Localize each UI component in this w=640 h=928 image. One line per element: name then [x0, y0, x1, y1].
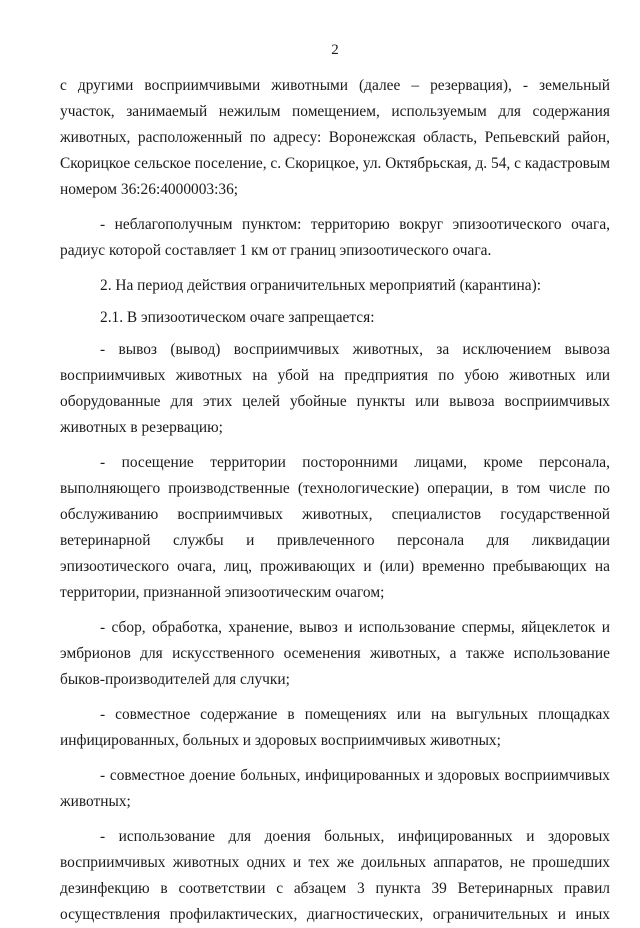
paragraph-ban-sperm: - сбор, обработка, хранение, вывоз и использование спермы, яйцеклеток и эмбрионов для искусственного осеменения животных, а также использование быков-производителей для случки;: [60, 619, 610, 688]
paragraph-ban-visits: - посещение территории посторонними лицами, кроме персонала, выполняющего производственные (технологические) операции, в том числе по обслуживанию восприимчивых животных, специалистов государственной ветеринарной службы и привлеченного персонала для ликвидации эпизоотического очага, лиц, проживающих и (или) временно пребывающих на территории, признанной эпизоотическим очагом;: [60, 454, 610, 601]
paragraph-ban-joint-keeping: - совместное содержание в помещениях или на выгульных площадках инфицированных, больных и здоровых восприимчивых животных;: [60, 706, 610, 749]
paragraph-ban-joint-milking: - совместное доение больных, инфицированных и здоровых восприимчивых животных;: [60, 767, 610, 810]
page-number: 2: [331, 42, 339, 58]
paragraph-unfavorable-point: - неблагополучным пунктом: территорию вокруг эпизоотического очага, радиус которой составляет 1 км от границ эпизоотического очага.: [60, 216, 610, 259]
paragraph-reservation-continuation: с другими восприимчивыми животными (далее – резервация), - земельный участок, занимаемый нежилым помещением, используемым для содержания животных, расположенный по адресу: Воронежская область, Репьевский район, Скорицкое сельское поселение, с. Скорицкое, ул. Октябрьская, д. 54, с кадастровым номером 36:26:4000003:36;: [60, 77, 610, 198]
paragraph-ban-milking-machines: - использование для доения больных, инфицированных и здоровых восприимчивых животных одних и тех же доильных аппаратов, не прошедших дезинфекцию в соответствии с абзацем 3 пункта 39 Ветеринарных правил осуществления профилактических, диагностических, ограничительных и иных: [60, 828, 610, 923]
paragraph-ban-export: - вывоз (вывод) восприимчивых животных, за исключением вывоза восприимчивых животных на убой на предприятия по убою животных или оборудованные для этих целей убойные пункты или вывоза восприимчивых животных в резервацию;: [60, 341, 610, 436]
paragraph-section-2: 2. На период действия ограничительных мероприятий (карантина):: [100, 277, 542, 294]
paragraph-section-2-1: 2.1. В эпизоотическом очаге запрещается:: [100, 309, 375, 326]
